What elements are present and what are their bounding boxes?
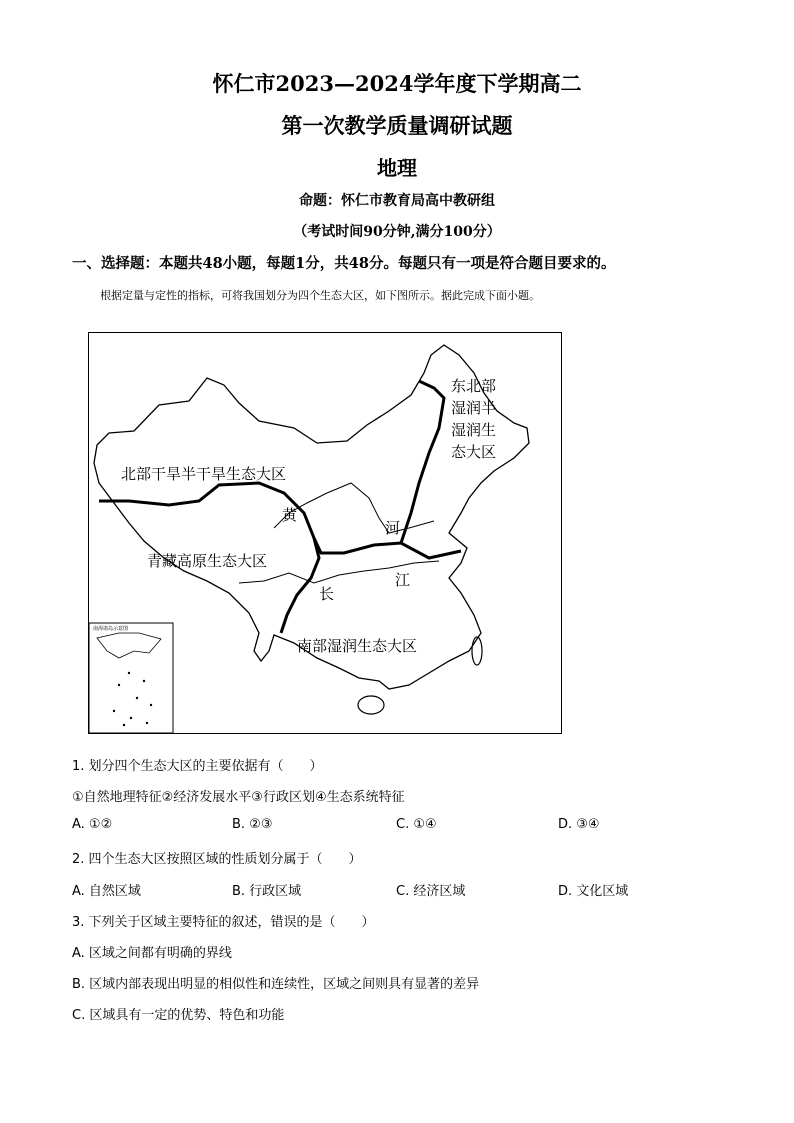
label-river-huang: 黄: [282, 506, 298, 524]
yellow-river: [274, 483, 434, 533]
map-svg: [89, 333, 561, 733]
label-ne-region-2: 湿润半: [451, 399, 497, 417]
label-ne-region-1: 东北部: [451, 377, 497, 395]
question-1-option-b: B. ②③: [232, 817, 273, 832]
exam-info: （考试时间90分钟,满分100分）: [293, 224, 501, 240]
section-heading: 一、选择题：本题共48小题，每题1分，共48分。每题只有一项是符合题目要求的。: [72, 255, 616, 272]
label-ne-region-4: 态大区: [451, 443, 497, 461]
label-river-chang: 长: [319, 585, 335, 603]
question-3-option-a: A. 区域之间都有明确的界线: [72, 946, 232, 961]
label-tibet-region: 青藏高原生态大区: [147, 552, 268, 570]
label-river-he: 河: [385, 519, 401, 537]
author-line: 命题：怀仁市教育局高中教研组: [299, 193, 495, 209]
question-1-statements: ①自然地理特征②经济发展水平③行政区划④生态系统特征: [72, 790, 405, 805]
hainan-island: [358, 696, 384, 714]
subject-title: 地理: [377, 156, 417, 180]
question-3-option-b: B. 区域内部表现出明显的相似性和连续性，区域之间则具有显著的差异: [72, 977, 480, 992]
question-3-option-c: C. 区域具有一定的优势、特色和功能: [72, 1008, 285, 1023]
ecoregion-boundary-sw: [281, 538, 319, 633]
question-1-option-d: D. ③④: [558, 817, 600, 832]
label-north-region: 北部干旱半干旱生态大区: [121, 465, 287, 483]
label-river-jiang: 江: [395, 571, 411, 589]
question-1-option-a: A. ①②: [72, 817, 113, 832]
question-2-option-d: D. 文化区域: [558, 884, 629, 899]
question-2-option-a: A. 自然区域: [72, 884, 141, 899]
label-ne-region-3: 湿润生: [451, 421, 497, 439]
china-ecoregion-map: [88, 332, 562, 734]
inset-label: 南海诸岛示意图: [93, 626, 129, 632]
exam-title-line1: 怀仁市2023—2024学年度下学期高二: [212, 71, 582, 96]
question-1-stem: 1. 划分四个生态大区的主要依据有（ ）: [72, 759, 323, 774]
question-2-option-b: B. 行政区域: [232, 884, 302, 899]
question-2-option-c: C. 经济区域: [396, 884, 466, 899]
taiwan-island: [472, 637, 482, 665]
ecoregion-boundary-ne: [401, 381, 444, 543]
question-intro: 根据定量与定性的指标，可将我国划分为四个生态大区，如下图所示。据此完成下面小题。: [100, 289, 540, 302]
question-2-stem: 2. 四个生态大区按照区域的性质划分属于（ ）: [72, 852, 362, 867]
exam-title-line2: 第一次教学质量调研试题: [281, 113, 513, 138]
ecoregion-boundary: [99, 483, 461, 558]
label-south-region: 南部湿润生态大区: [297, 637, 418, 655]
question-1-option-c: C. ①④: [396, 817, 437, 832]
question-3-stem: 3. 下列关于区域主要特征的叙述，错误的是（ ）: [72, 915, 375, 930]
